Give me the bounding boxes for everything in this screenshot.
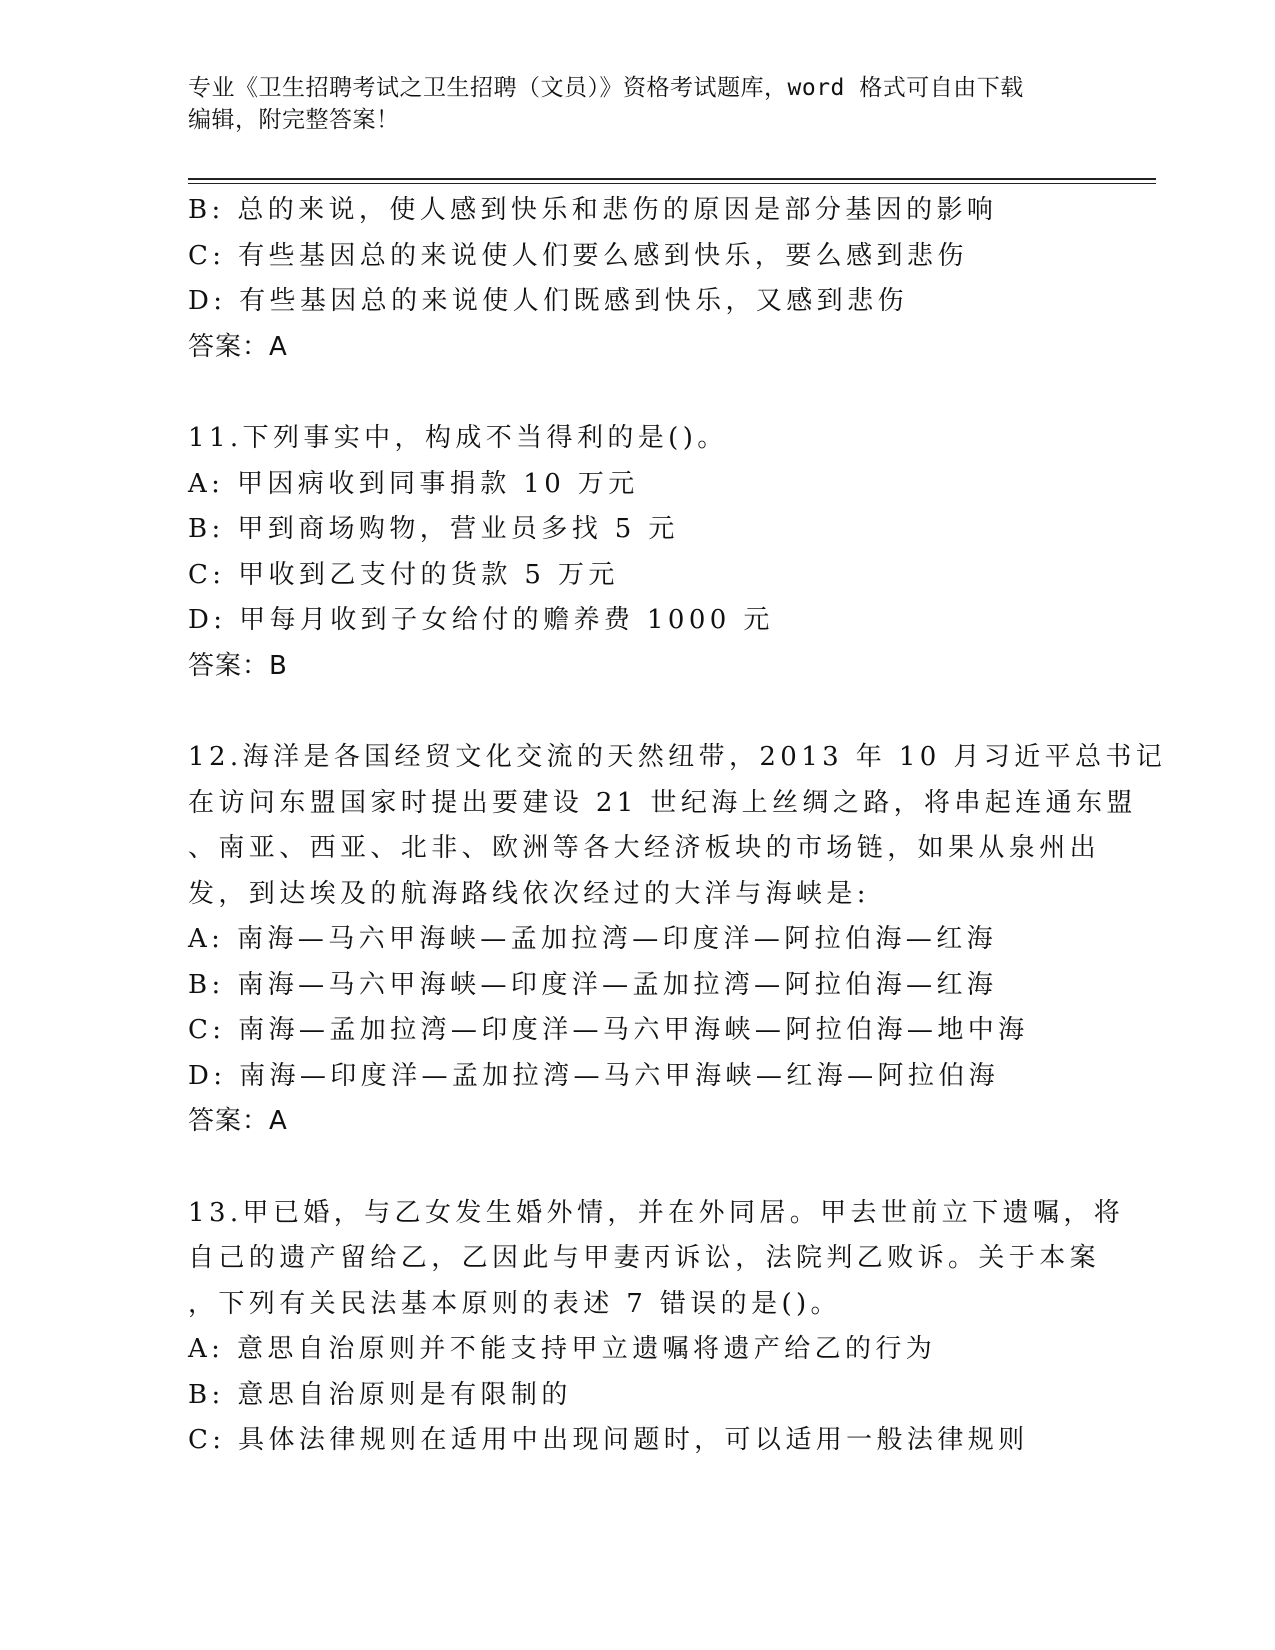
question-10 [188, 188, 1088, 370]
option-a: A: 意思自治原则并不能支持甲立遗嘱将遗产给乙的行为 [188, 1334, 937, 1364]
answer: 答案：A [188, 331, 288, 362]
document-header [188, 72, 1068, 136]
question-stem-line-2: 自己的遗产留给乙，乙因此与甲妻丙诉讼，法院判乙败诉。关于本案 [188, 1243, 1101, 1273]
option-c: C: 甲收到乙支付的货款 5 万元 [188, 559, 619, 590]
header-divider-thin [188, 183, 1156, 184]
question-stem-line-3: ，下列有关民法基本原则的表述 7 错误的是()。 [188, 1288, 841, 1319]
answer: 答案：B [188, 650, 288, 681]
header-line-1: 专业《卫生招聘考试之卫生招聘（文员）》资格考试题库，word 格式可自由下载 [188, 75, 1024, 101]
question-stem-line-1: 12.海洋是各国经贸文化交流的天然纽带，2013 年 10 月习近平总书记 [188, 742, 1167, 772]
option-c: C: 具体法律规则在适用中出现问题时，可以适用一般法律规则 [188, 1425, 1029, 1455]
option-b: B: 南海—马六甲海峡—印度洋—孟加拉湾—阿拉伯海—红海 [188, 969, 998, 1000]
option-c: C: 南海—孟加拉湾—印度洋—马六甲海峡—阿拉伯海—地中海 [188, 1015, 1029, 1045]
option-d: D: 有些基因总的来说使人们既感到快乐，又感到悲伤 [188, 286, 908, 316]
question-stem-line-1: 13.甲已婚，与乙女发生婚外情，并在外同居。甲去世前立下遗嘱，将 [188, 1197, 1125, 1228]
option-c: C: 有些基因总的来说使人们要么感到快乐，要么感到悲伤 [188, 240, 968, 271]
header-line-2: 编辑，附完整答案！ [188, 107, 400, 133]
option-a: A: 南海—马六甲海峡—孟加拉湾—印度洋—阿拉伯海—红海 [188, 924, 998, 954]
question-13 [188, 1191, 1125, 1464]
question-stem-line-2: 在访问东盟国家时提出要建设 21 世纪海上丝绸之路，将串起连通东盟 [188, 787, 1137, 818]
question-stem-line-4: 发，到达埃及的航海路线依次经过的大洋与海峡是: [188, 878, 870, 909]
spacer [188, 370, 1088, 416]
question-stem: 11.下列事实中，构成不当得利的是()。 [188, 423, 728, 453]
header-divider-thick [188, 178, 1156, 180]
option-b: B: 意思自治原则是有限制的 [188, 1379, 572, 1410]
question-11 [188, 416, 1088, 689]
option-d: D: 南海—印度洋—孟加拉湾—马六甲海峡—红海—阿拉伯海 [188, 1060, 1000, 1091]
question-stem-line-3: 、南亚、西亚、北非、欧洲等各大经济板块的市场链，如果从泉州出 [188, 833, 1101, 863]
answer: 答案：A [188, 1106, 288, 1136]
question-list [188, 188, 1167, 1464]
spacer [188, 689, 1088, 735]
spacer [188, 1145, 1088, 1191]
option-a: A: 甲因病收到同事捐款 10 万元 [188, 468, 639, 499]
option-d: D: 甲每月收到子女给付的赡养费 1000 元 [188, 605, 774, 635]
option-b: B: 甲到商场购物，营业员多找 5 元 [188, 514, 679, 544]
question-12 [188, 735, 1167, 1145]
option-b: B: 总的来说，使人感到快乐和悲伤的原因是部分基因的影响 [188, 195, 998, 225]
